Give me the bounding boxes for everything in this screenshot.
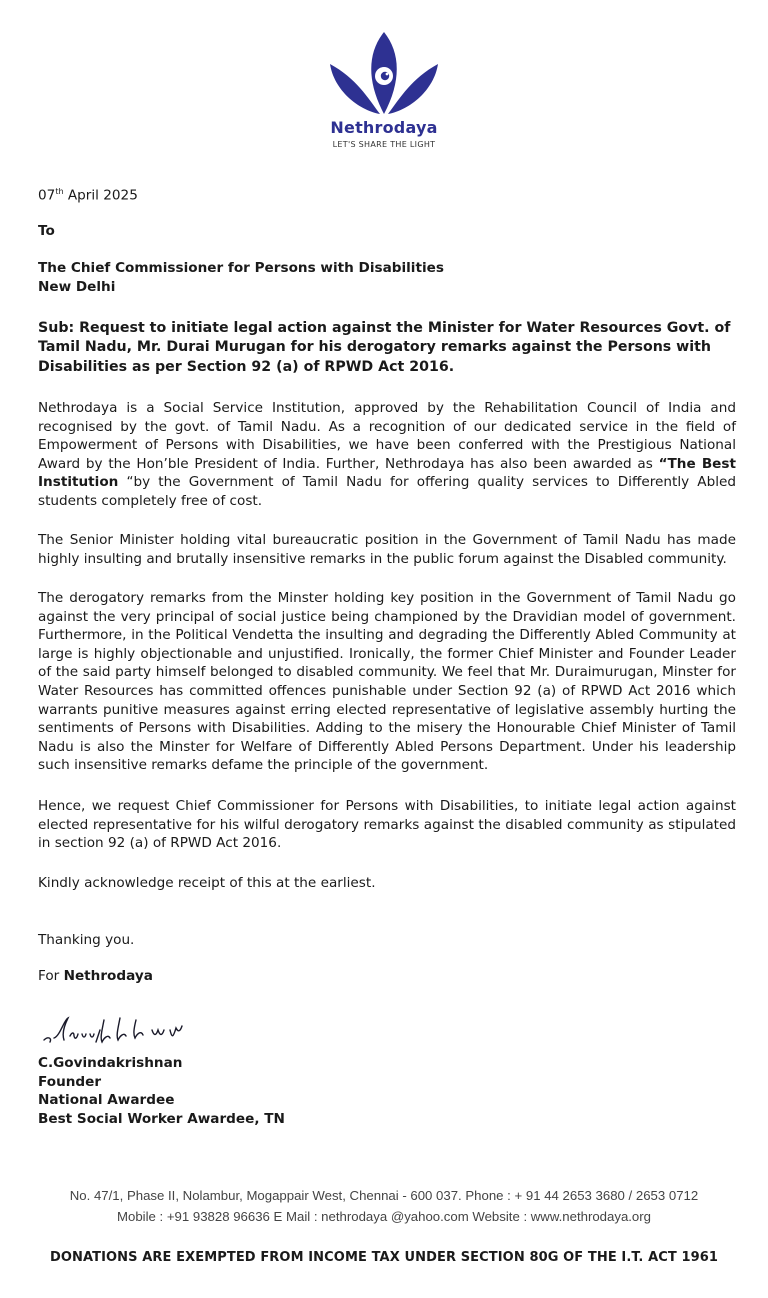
closing-thanks: Thanking you.: [38, 932, 135, 948]
paragraph-1: Nethrodaya is a Social Service Institution, approved by the Rehabilitation Council of India and recognised by the govt. of Tamil Nadu. As a recognition of our dedicated service in the field of Empowerment of Persons with Disabilities, we have been conferred with the Prestigious National Award by the Hon’ble President of India. Further, Nethrodaya has also been awarded as “The Best Institution “by the Government of Tamil Nadu for offering quality services to Differently Abled students completely free of cost.: [38, 400, 736, 509]
salutation-to: To: [38, 223, 55, 239]
subject-line: Sub: Request to initiate legal action against the Minister for Water Resources Govt. of Tamil Nadu, Mr. Durai Murugan for his derogatory remarks against the Persons with Disabilities as per Section 92 (a) of RPWD Act 2016.: [38, 320, 731, 375]
tax-exemption-note: DONATIONS ARE EXEMPTED FROM INCOME TAX UNDER SECTION 80G OF THE I.T. ACT 1961: [49, 1250, 719, 1265]
recipient-city: New Delhi: [38, 278, 116, 295]
lotus-eye-logo-icon: [324, 28, 444, 116]
handwritten-signature-icon: [40, 1008, 230, 1050]
signatory-name: C.Govindakrishnan: [38, 1055, 183, 1071]
signatory-award-2: Best Social Worker Awardee, TN: [38, 1110, 285, 1127]
paragraph-3: The derogatory remarks from the Minster holding key position in the Government of Tamil Nadu go against the very principal of social justice being championed by the Dravidian model of government. Furthermore, in the Political Vendetta the insulting and degrading the Differently Abled Community at large is highly objectionable and unjustified. Ironically, the former Chief Minister and Founder Leader of the said party himself belonged to disabled community. We feel that Mr. Duraimurugan, Minster for Water Resources has committed offences punishable under Section 92 (a) of RPWD Act 2016 which warrants punitive measures against erring elected representative of legislative assembly hurting the sentiments of Persons with Disabilities. Adding to the misery the Honourable Chief Minister of Tamil Nadu is also the Minster for Welfare of Differently Abled Persons Department. Under his leadership such insensitive remarks defame the principle of the government.: [38, 590, 736, 774]
footer-contact: [0, 1185, 768, 1227]
footer-address: No. 47/1, Phase II, Nolambur, Mogappair West, Chennai - 600 037. Phone : + 91 44 2653 3680 / 2653 0712: [69, 1188, 699, 1203]
for-organization: For Nethrodaya: [38, 968, 153, 984]
org-tagline: LET'S SHARE THE LIGHT: [332, 140, 436, 149]
signatory-block: [38, 1054, 736, 1128]
recipient-block: [38, 259, 736, 296]
signatory-title: Founder: [38, 1073, 102, 1090]
paragraph-4: Hence, we request Chief Commissioner for Persons with Disabilities, to initiate legal action against elected representative for his wilful derogatory remarks against the disabled community as stipulated in section 92 (a) of RPWD Act 2016.: [38, 798, 736, 852]
letter-date: 07th April 2025: [38, 187, 138, 204]
recipient-title: The Chief Commissioner for Persons with Disabilities: [38, 260, 444, 276]
paragraph-2: The Senior Minister holding vital bureaucratic position in the Government of Tamil Nadu has made highly insulting and brutally insensitive remarks in the public forum against the Disabled community.: [38, 532, 736, 567]
footer-mobile-email-website: Mobile : +91 93828 96636 E Mail : nethrodaya @yahoo.com Website : www.nethrodaya.org: [117, 1209, 651, 1224]
letterhead: [0, 28, 768, 149]
paragraph-5: Kindly acknowledge receipt of this at the earliest.: [38, 875, 376, 891]
org-name: Nethrodaya: [330, 118, 438, 137]
signatory-award: National Awardee: [38, 1092, 175, 1109]
